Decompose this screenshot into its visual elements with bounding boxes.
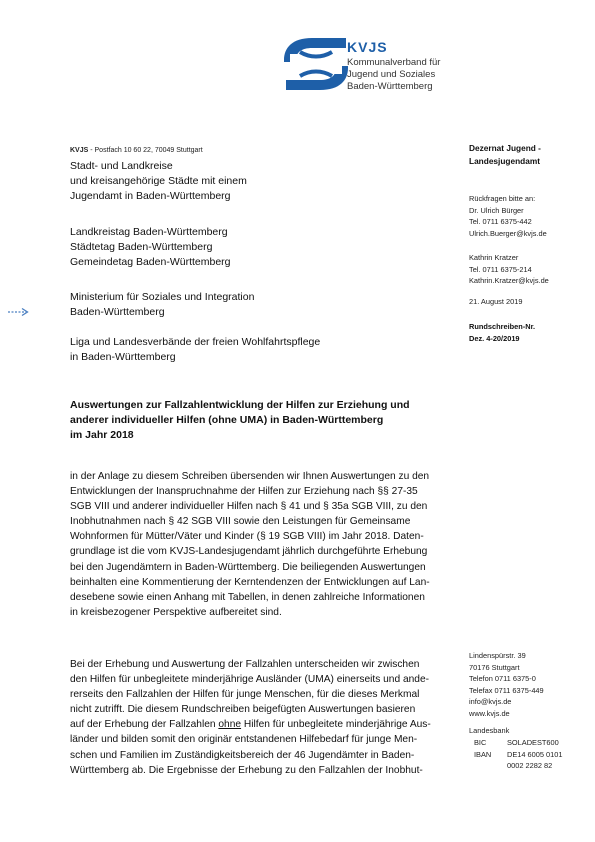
body-line: desebene sowie einen Anhang mit Tabellen, in denen zahlreiche Informationen bbox=[70, 591, 425, 603]
body-line: SGB VIII und anderer individueller Hilfen nach § 41 und § 35a SGB VIII, zu den bbox=[70, 501, 428, 513]
bank-key bbox=[474, 760, 507, 772]
subject-line: anderer individueller Hilfen (ohne UMA) in Baden-Württemberg bbox=[70, 413, 384, 426]
body-line: den Hilfen für unbegleitete minderjährige Ausländer (UMA) einerseits und ande- bbox=[70, 674, 430, 686]
body-line: bei den Jugendämtern in Baden-Württemberg. Die beiliegenden Auswertungen bbox=[70, 561, 426, 573]
recipient-line: Ministerium für Soziales und Integration bbox=[70, 291, 255, 303]
letter-subject bbox=[70, 398, 440, 442]
address-line: info@kvjs.de bbox=[469, 697, 512, 707]
recipient-line: Jugendamt in Baden-Württemberg bbox=[70, 190, 231, 202]
recipient-line: Stadt- und Landkreise bbox=[70, 160, 173, 172]
body-line: länder und bilden somit den originär entstandenen Hilfebedarf für junge Men- bbox=[70, 734, 418, 746]
body-line: grundlage ist die vom KVJS-Landesjugendamt jährlich durchgeführte Erhebung bbox=[70, 546, 428, 558]
bank-row bbox=[474, 760, 562, 772]
contact-phone: Tel. 0711 6375-442 bbox=[469, 217, 532, 227]
recipient-line: Baden-Württemberg bbox=[70, 306, 165, 318]
kvjs-logo-icon bbox=[276, 32, 356, 96]
office-address bbox=[469, 650, 544, 720]
bank-key: BIC bbox=[474, 738, 487, 747]
body-text: auf der Erhebung der Fallzahlen bbox=[70, 719, 219, 731]
bank-details bbox=[474, 737, 562, 772]
recipient-line: und kreisangehörige Städte mit einem bbox=[70, 175, 247, 187]
bank-value: 0002 2282 82 bbox=[507, 761, 553, 771]
body-line: in der Anlage zu diesem Schreiben übersenden wir Ihnen Auswertungen zu den bbox=[70, 471, 430, 482]
department-line: Landesjugendamt bbox=[469, 155, 540, 166]
logo-subtitle-line: Jugend und Soziales bbox=[347, 68, 436, 80]
bank-key: IBAN bbox=[474, 749, 492, 759]
logo-brand-text: KVJS bbox=[347, 39, 388, 55]
recipient-line: Städtetag Baden-Württemberg bbox=[70, 241, 213, 253]
address-line: Telefax 0711 6375-449 bbox=[469, 685, 544, 695]
body-line bbox=[70, 717, 462, 732]
recipient-block bbox=[70, 290, 254, 320]
contact-block bbox=[469, 252, 549, 287]
recipient-line: in Baden-Württemberg bbox=[70, 351, 176, 363]
recipient-line: Landkreistag Baden-Württemberg bbox=[70, 226, 228, 238]
body-line: Bei der Erhebung und Auswertung der Fallzahlen unterscheiden wir zwischen bbox=[70, 659, 420, 670]
body-paragraph bbox=[70, 469, 462, 620]
subject-line: Auswertungen zur Fallzahlentwicklung der Hilfen zur Erziehung und bbox=[70, 399, 410, 411]
body-paragraph bbox=[70, 657, 462, 778]
subject-line: im Jahr 2018 bbox=[70, 428, 134, 441]
contact-block bbox=[469, 193, 547, 239]
contact-phone: Tel. 0711 6375-214 bbox=[469, 264, 532, 274]
contact-email: Kathrin.Kratzer@kvjs.de bbox=[469, 276, 549, 286]
address-line: www.kvjs.de bbox=[469, 708, 510, 718]
bank-row bbox=[474, 749, 562, 761]
sender-org: KVJS bbox=[70, 147, 89, 154]
recipient-block bbox=[70, 335, 320, 365]
contact-name: Kathrin Kratzer bbox=[469, 253, 519, 262]
circular-label: Rundschreiben-Nr. bbox=[469, 322, 536, 331]
circular-value: Dez. 4-20/2019 bbox=[469, 333, 520, 343]
body-line: rerseits den Fallzahlen der Hilfen für junge Menschen, für die dieses Merkmal bbox=[70, 689, 420, 701]
body-line: Inobhutnahmen nach § 42 SGB VIII sowie den Leistungen für Gemeinsame bbox=[70, 516, 411, 528]
logo-subtitle-line: Baden-Württemberg bbox=[347, 80, 433, 92]
contact-name: Dr. Ulrich Bürger bbox=[469, 205, 524, 215]
logo-subtitle-line: Kommunalverband für bbox=[347, 57, 441, 68]
body-line: schen und Familien im Zuständigkeitsbereich der 46 Jugendämter in Baden- bbox=[70, 749, 415, 761]
body-line: Württemberg ab. Die Ergebnisse der Erhebung zu den Fallzahlen der Inobhut- bbox=[70, 764, 423, 776]
bank-value: SOLADEST600 bbox=[507, 738, 559, 747]
arrow-right-icon bbox=[8, 307, 30, 317]
recipient-line: Liga und Landesverbände der freien Wohlfahrtspflege bbox=[70, 336, 321, 348]
body-line: nicht zutrifft. Die diesem Rundschreiben beigefügten Auswertungen basieren bbox=[70, 704, 416, 716]
recipient-block bbox=[70, 159, 247, 204]
body-text: Hilfen für unbegleitete minderjährige Aus- bbox=[241, 719, 431, 731]
sender-address bbox=[70, 147, 203, 154]
contact-email: Ulrich.Buerger@kvjs.de bbox=[469, 228, 547, 238]
contact-intro: Rückfragen bitte an: bbox=[469, 194, 536, 203]
bank-row bbox=[474, 737, 562, 749]
recipient-line: Gemeindetag Baden-Württemberg bbox=[70, 256, 231, 268]
department-line: Dezernat Jugend - bbox=[469, 143, 541, 153]
address-line: Lindenspürstr. 39 bbox=[469, 651, 526, 660]
bank-value: DE14 6005 0101 bbox=[507, 749, 563, 759]
sender-postal: - Postfach 10 60 22, 70049 Stuttgart bbox=[88, 147, 203, 154]
address-line: 70176 Stuttgart bbox=[469, 662, 520, 672]
logo-subtitle bbox=[347, 57, 440, 92]
body-line: Entwicklungen der Inanspruchnahme der Hilfen zur Erziehung nach §§ 27-35 bbox=[70, 486, 418, 498]
body-line: in kreisbezogener Perspektive aufbereitet sind. bbox=[70, 606, 282, 618]
body-line: beinhalten eine Kommentierung der Kerntendenzen der Entwicklungen auf Lan- bbox=[70, 576, 430, 588]
bank-title: Landesbank bbox=[469, 726, 510, 735]
department-heading bbox=[469, 142, 541, 167]
address-line: Telefon 0711 6375-0 bbox=[469, 674, 536, 684]
body-line: Wohnformen für Mütter/Väter und Kinder (§ 19 SGB VIII) im Jahr 2018. Daten- bbox=[70, 531, 424, 543]
letter-date: 21. August 2019 bbox=[469, 297, 523, 306]
underlined-word: ohne bbox=[218, 719, 242, 731]
circular-number bbox=[469, 321, 535, 344]
recipient-block bbox=[70, 225, 231, 270]
